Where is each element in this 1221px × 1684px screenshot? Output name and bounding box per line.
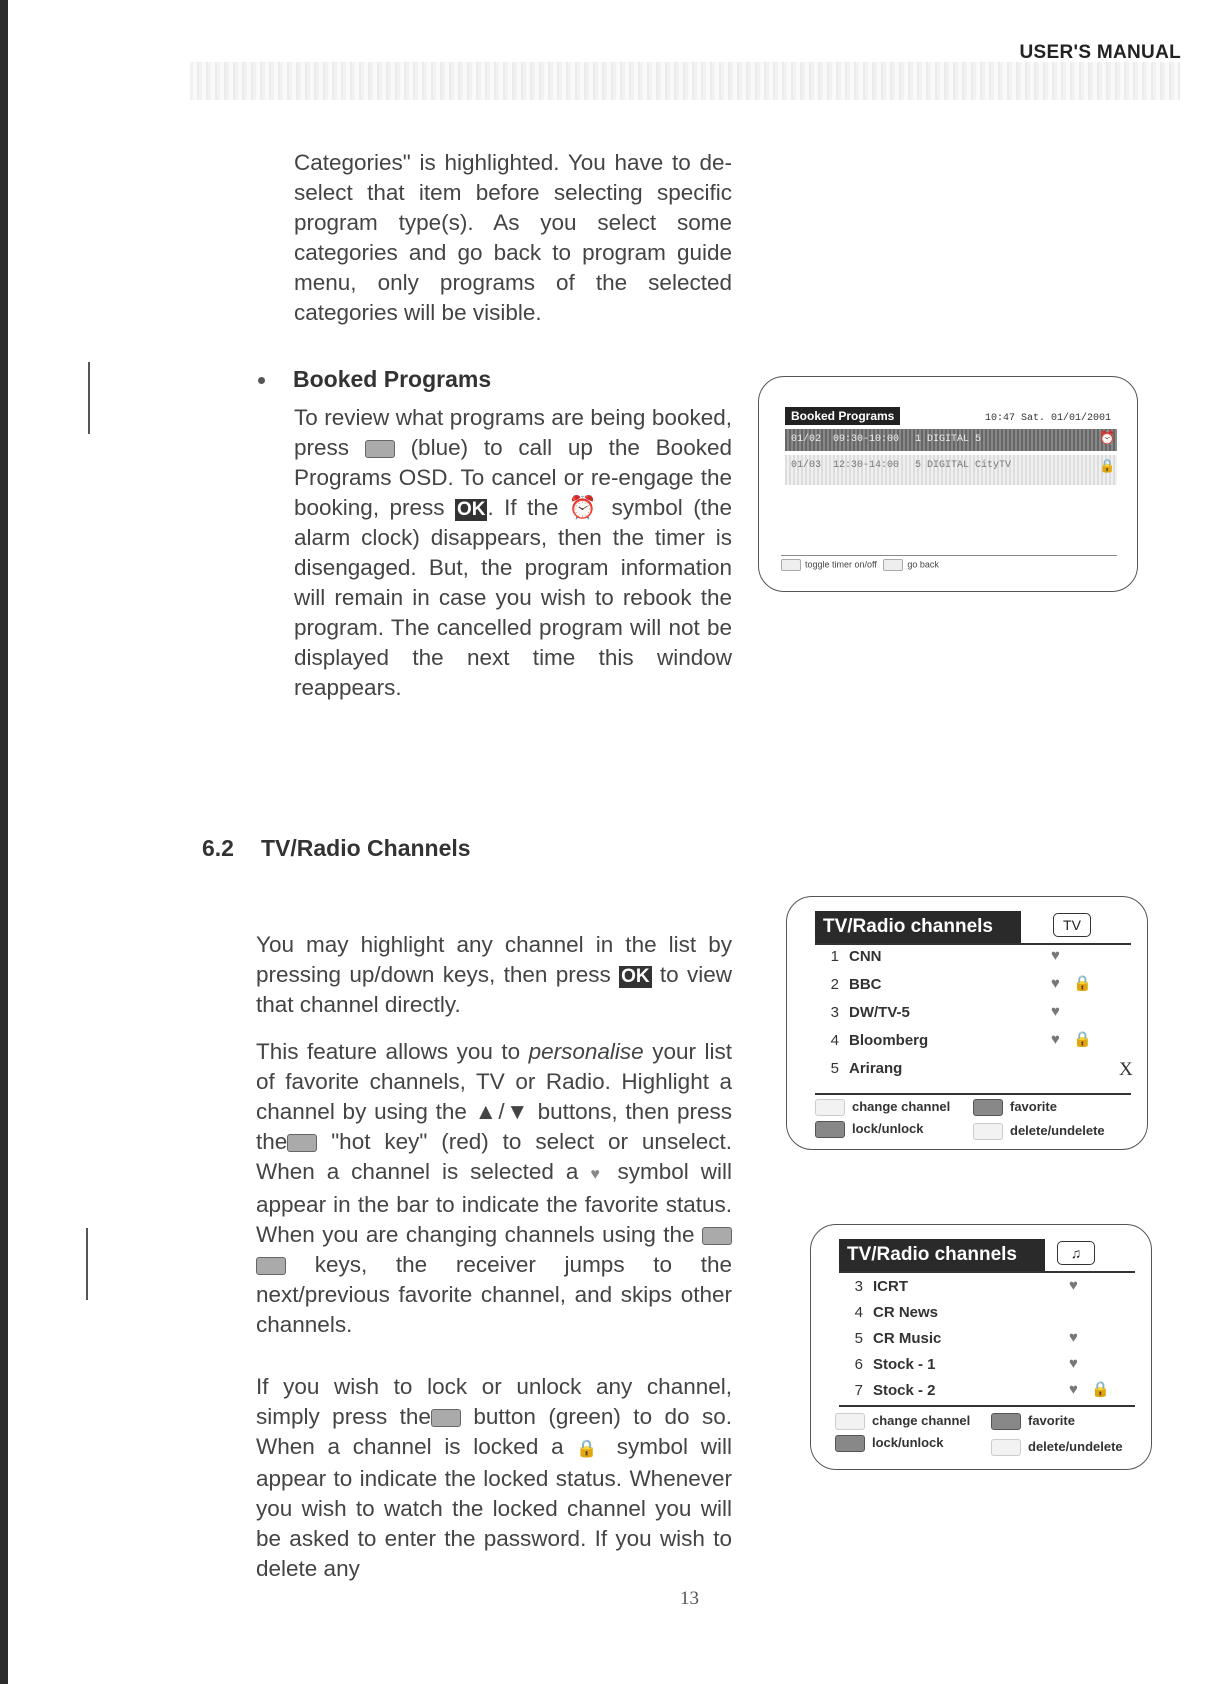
osd-divider — [815, 1093, 1131, 1095]
lock-icon: 🔒 — [1091, 1381, 1110, 1398]
updown-key-icon — [256, 1257, 286, 1275]
alarm-clock-icon: ⏰ — [568, 495, 602, 520]
bullet-dot — [258, 377, 265, 384]
lock-icon: 🔒 — [576, 1439, 604, 1458]
green-key-icon — [835, 1435, 865, 1452]
booked-programs-heading: Booked Programs — [258, 366, 491, 393]
channel-row[interactable]: 3 ICRT ♥ — [854, 1277, 1078, 1295]
heart-icon: ♥ — [1069, 1329, 1078, 1346]
channels-paragraph-highlight: You may highlight any channel in the list by pressing up/down keys, then press OK to view that channel directly. — [256, 932, 732, 1017]
page-header: USER'S MANUAL — [1019, 42, 1181, 63]
booked-row[interactable]: 01/03 12:30-14:00 5 DIGITAL CityTV 🔒 — [785, 455, 1117, 485]
osd-time: 10:47 Sat. 01/01/2001 — [984, 413, 1111, 424]
ok-key-icon: OK — [621, 966, 650, 987]
page-number: 13 — [680, 1588, 699, 1609]
tv-mode-icon: TV — [1053, 913, 1091, 937]
booked-row[interactable]: 01/02 09:30-10:00 1 DIGITAL 5 ⏰ — [785, 429, 1117, 451]
ok-key-icon: OK — [456, 499, 486, 520]
osd-divider — [839, 1271, 1135, 1273]
osd-divider — [839, 1405, 1135, 1407]
section-number: 6.2 — [202, 835, 234, 861]
channel-row[interactable]: 3 DW/TV-5 ♥ — [830, 1003, 1060, 1021]
heart-icon: ♥ — [1069, 1381, 1078, 1398]
yellow-key-icon — [991, 1439, 1021, 1456]
section-title: TV/Radio Channels — [261, 835, 471, 861]
channel-row[interactable]: 5 Arirang X — [830, 1059, 1133, 1080]
channel-row[interactable]: 6 Stock - 1 ♥ — [854, 1355, 1078, 1373]
margin-mark — [86, 1228, 88, 1300]
tv-channels-osd — [786, 896, 1148, 1150]
channels-paragraph-favorite: This feature allows you to personalise your list of favorite channels, TV or Radio. Highlight a channel by using the ▲/▼ buttons, then press the "hot key" (red) to select or unselect. When a channel is selected a ♥ symbol will appear in the bar to indicate the favorite status. When you are changing channels using the keys, the receiver jumps to the next/previous favorite channel, and skips other channels. — [256, 1039, 732, 1337]
radio-channels-osd — [810, 1224, 1152, 1470]
alarm-clock-icon: ⏰ — [1099, 431, 1116, 446]
channel-row[interactable]: 1 CNN ♥ — [830, 947, 1060, 965]
booked-programs-osd — [758, 376, 1138, 592]
intro-paragraph: Categories" is highlighted. You have to de-select that item before selecting specific program type(s). As you select some categories and go back to program guide menu, only programs of the selected categories will be visible. — [294, 150, 732, 325]
green-key-icon — [431, 1409, 461, 1427]
back-key-icon — [883, 559, 903, 571]
osd-title: TV/Radio channels — [815, 911, 1021, 943]
header-band — [190, 62, 1180, 100]
ok-key-icon — [815, 1099, 845, 1116]
osd-title: Booked Programs — [785, 407, 900, 425]
ok-key-icon — [835, 1413, 865, 1430]
footer-change-channel: change channel — [835, 1413, 970, 1430]
delete-mark: X — [1119, 1059, 1133, 1080]
red-key-icon — [287, 1134, 317, 1152]
lock-icon: 🔒 — [1073, 975, 1092, 992]
footer-delete: delete/undelete — [973, 1123, 1105, 1140]
booked-programs-paragraph: To review what programs are being booked, press (blue) to call up the Booked Programs OSD. To cancel or re-engage the booking, press OK. If the ⏰ symbol (the alarm clock) disappears, then the timer is disengaged. But, the program information will remain in case you wish to rebook the program. The cancelled program will not be displayed the next time this window reappears. — [294, 405, 732, 700]
lock-icon: 🔒 — [1073, 1031, 1092, 1048]
heart-icon: ♥ — [590, 1166, 606, 1183]
radio-mode-icon: ♫ — [1057, 1241, 1095, 1265]
heart-icon: ♥ — [1069, 1277, 1078, 1294]
heart-icon: ♥ — [1051, 947, 1060, 964]
footer-change-channel: change channel — [815, 1099, 950, 1116]
channel-row[interactable]: 7 Stock - 2 ♥ 🔒 — [854, 1381, 1110, 1399]
footer-lock: lock/unlock — [835, 1435, 944, 1452]
osd-footer: toggle timer on/off go back — [781, 555, 1117, 571]
red-key-icon — [991, 1413, 1021, 1430]
heart-icon: ♥ — [1051, 975, 1060, 992]
heart-icon: ♥ — [1069, 1355, 1078, 1372]
channel-row[interactable]: 4 Bloomberg ♥ 🔒 — [830, 1031, 1092, 1049]
margin-mark — [88, 362, 90, 434]
yellow-key-icon — [973, 1123, 1003, 1140]
heart-icon: ♥ — [1051, 1003, 1060, 1020]
osd-title: TV/Radio channels — [839, 1239, 1045, 1271]
lock-icon: 🔒 — [1099, 459, 1116, 474]
footer-favorite: favorite — [973, 1099, 1057, 1116]
channels-paragraph-lock: If you wish to lock or unlock any channel, simply press the button (green) to do so. When a channel is locked a 🔒 symbol will appear to indicate the locked status. Whenever you wish to watch the locked channel you will be asked to enter the password. If you wish to delete any — [256, 1374, 732, 1581]
channel-row[interactable]: 2 BBC ♥ 🔒 — [830, 975, 1092, 993]
scan-left-edge — [0, 0, 8, 1684]
green-key-icon — [815, 1121, 845, 1138]
red-key-icon — [973, 1099, 1003, 1116]
footer-delete: delete/undelete — [991, 1439, 1123, 1456]
ok-key-icon — [781, 559, 801, 571]
footer-favorite: favorite — [991, 1413, 1075, 1430]
footer-lock: lock/unlock — [815, 1121, 924, 1138]
channel-row[interactable]: 4 CR News — [854, 1304, 939, 1321]
channel-key-icon — [702, 1227, 732, 1245]
channel-row[interactable]: 5 CR Music ♥ — [854, 1329, 1078, 1347]
blue-key-icon — [365, 440, 395, 458]
heart-icon: ♥ — [1051, 1031, 1060, 1048]
